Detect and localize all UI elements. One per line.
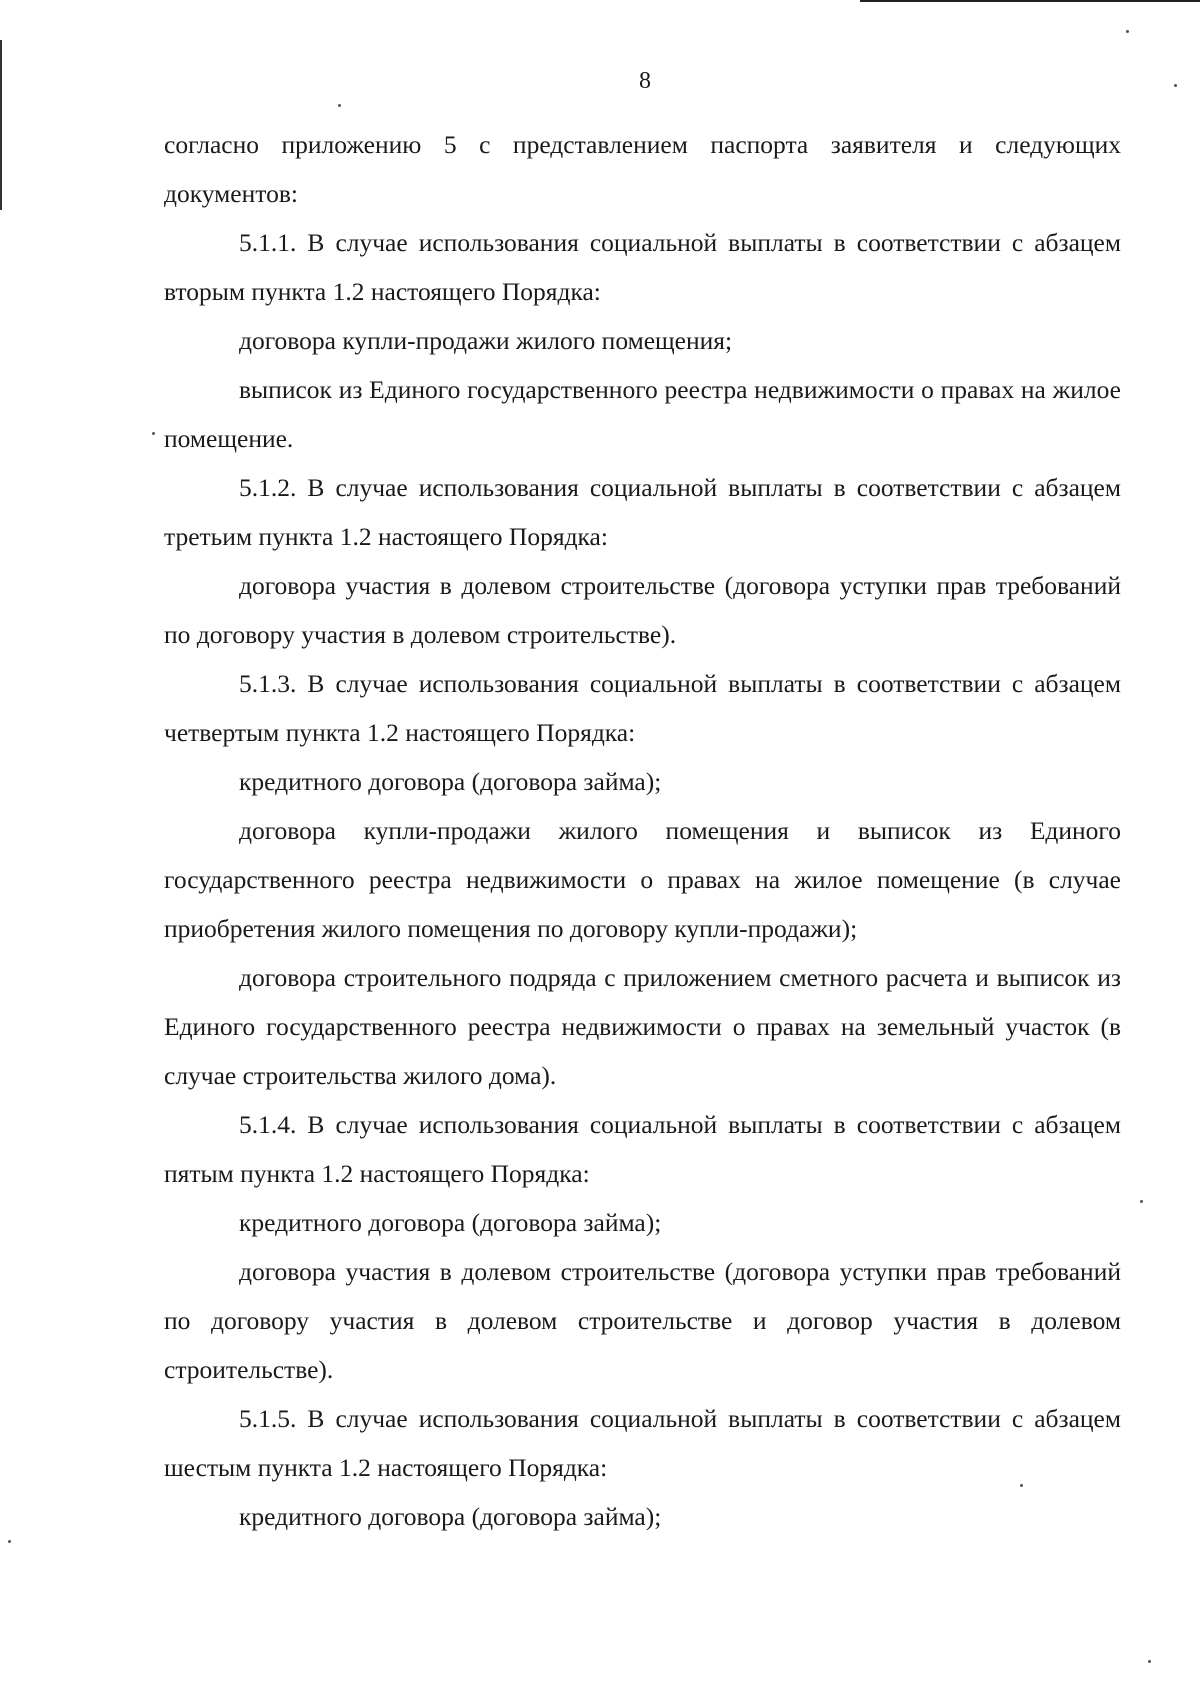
- paragraph-5-1-3-item-2: договора купли-продажи жилого помещения и выписок из Единого государственного реестра недвижимости о правах на жилое помещение (в случае приобретения жилого помещения по договору купли-продажи);: [164, 816, 1121, 943]
- scan-speck: [338, 104, 341, 107]
- paragraph-5-1-1: 5.1.1. В случае использования социальной выплаты в соответствии с абзацем вторым пункта 1.2 настоящего Порядка:: [164, 228, 1121, 306]
- document-body: [164, 120, 1121, 1541]
- scan-speck: [1174, 84, 1177, 87]
- paragraph-5-1-2: 5.1.2. В случае использования социальной выплаты в соответствии с абзацем третьим пункта 1.2 настоящего Порядка:: [164, 473, 1121, 551]
- scan-edge-top: [860, 0, 1200, 2]
- paragraph-5-1-1-item-2: выписок из Единого государственного реестра недвижимости о правах на жилое помещение.: [164, 375, 1121, 453]
- paragraph-5-1-5: 5.1.5. В случае использования социальной выплаты в соответствии с абзацем шестым пункта 1.2 настоящего Порядка:: [164, 1404, 1121, 1482]
- paragraph-5-1-5-item-1: кредитного договора (договора займа);: [239, 1502, 662, 1531]
- paragraph-5-1-3-item-3: договора строительного подряда с приложением сметного расчета и выписок из Единого государственного реестра недвижимости о правах на земельный участок (в случае строительства жилого дома).: [164, 963, 1121, 1090]
- scan-speck: [1020, 1484, 1023, 1487]
- paragraph-5-1-3-item-1: кредитного договора (договора займа);: [239, 767, 662, 796]
- page-number: 8: [639, 68, 651, 94]
- paragraph-5-1-1-item-1: договора купли-продажи жилого помещения;: [239, 326, 733, 355]
- paragraph-5-1-4: 5.1.4. В случае использования социальной выплаты в соответствии с абзацем пятым пункта 1.2 настоящего Порядка:: [164, 1110, 1121, 1188]
- scan-speck: [1148, 1660, 1151, 1663]
- paragraph-5-1-3: 5.1.3. В случае использования социальной выплаты в соответствии с абзацем четвертым пункта 1.2 настоящего Порядка:: [164, 669, 1121, 747]
- scan-edge-left: [0, 40, 2, 210]
- paragraph-5-1-4-item-2: договора участия в долевом строительстве (договора уступки прав требований по договору участия в долевом строительстве и договор участия в долевом строительстве).: [164, 1257, 1121, 1384]
- scan-speck: [8, 1540, 11, 1543]
- scan-speck: [152, 432, 155, 435]
- scan-speck: [1140, 1200, 1143, 1203]
- paragraph-intro: согласно приложению 5 с представлением паспорта заявителя и следующих документов:: [164, 130, 1121, 208]
- paragraph-5-1-2-item-1: договора участия в долевом строительстве (договора уступки прав требований по договору участия в долевом строительстве).: [164, 571, 1121, 649]
- paragraph-5-1-4-item-1: кредитного договора (договора займа);: [239, 1208, 662, 1237]
- scan-speck: [1126, 30, 1129, 33]
